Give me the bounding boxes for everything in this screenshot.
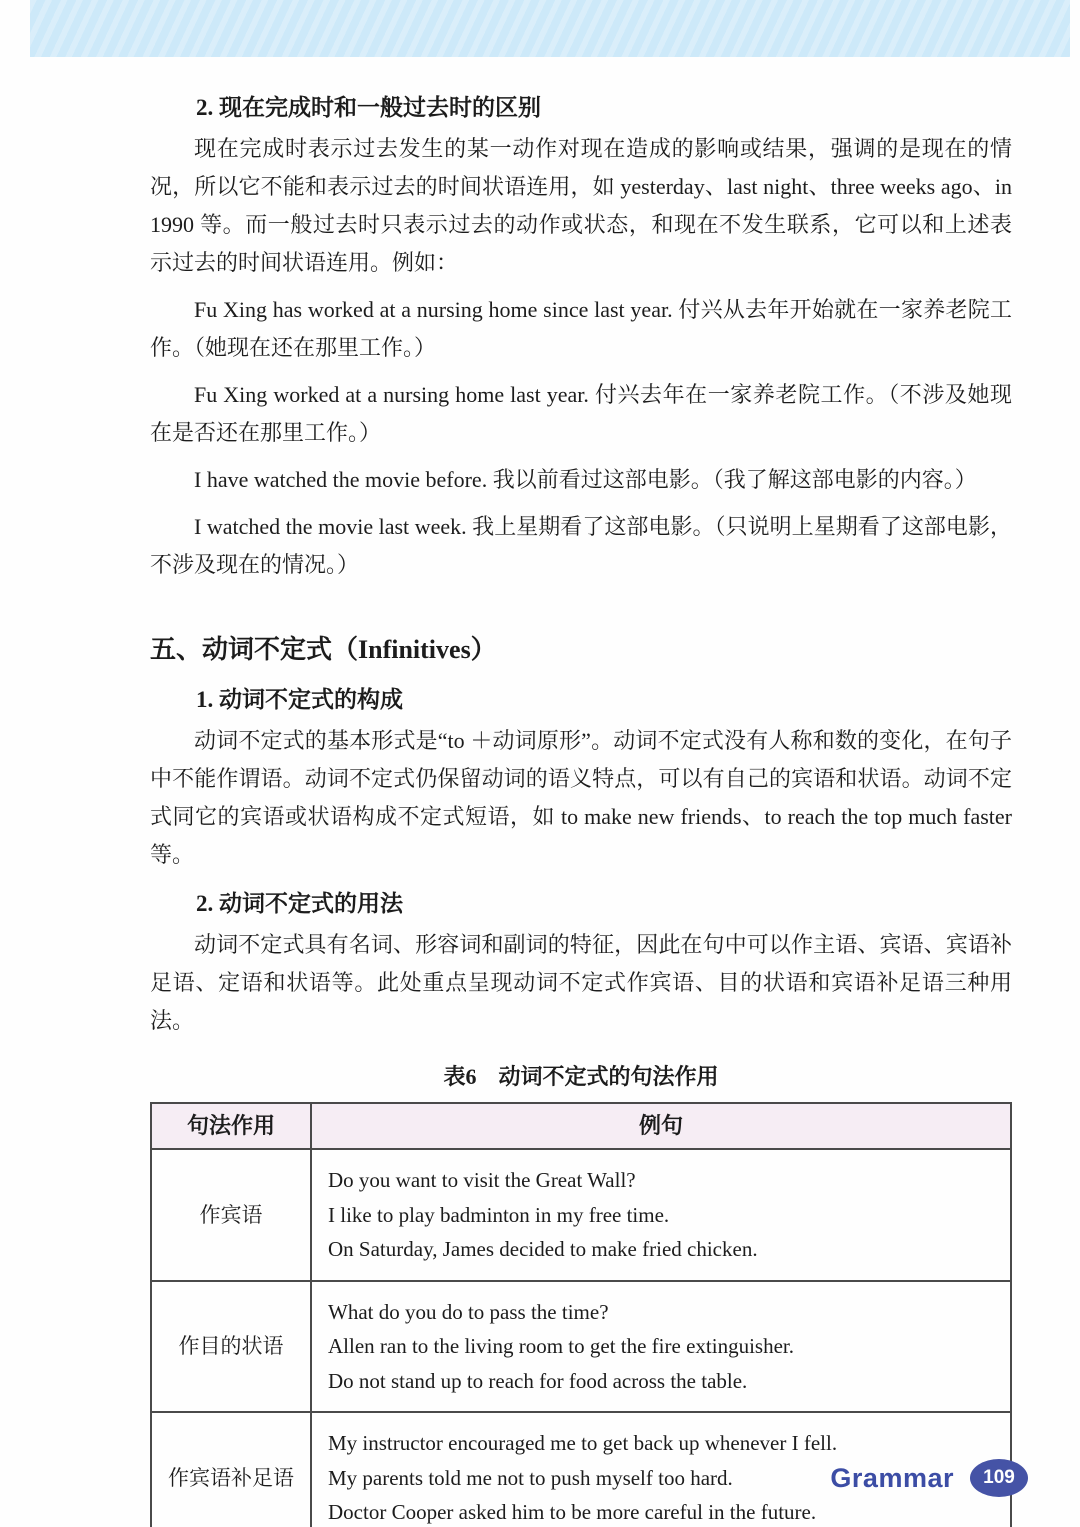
table-cell-role: 作宾语补足语 [151,1412,311,1527]
paragraph-infinitive-usage: 动词不定式具有名词、形容词和副词的特征，因此在句中可以作主语、宾语、宾语补足语、定语和状语等。此处重点呈现动词不定式作宾语、目的状语和宾语补足语三种用法。 [150,932,1012,1033]
table-cell-examples [311,1149,1011,1281]
example-line: Allen ran to the living room to get the fire extinguisher. [328,1334,794,1358]
example-sentence-2: Fu Xing worked at a nursing home last year. 付兴去年在一家养老院工作。（不涉及她现在是否还在那里工作。） [150,382,1012,445]
table-row [151,1281,1011,1413]
heading-infinitive-usage: 2. 动词不定式的用法 [196,891,403,916]
page-number-badge: 109 [970,1459,1028,1497]
page-top-decoration-band [30,0,1070,57]
heading-present-perfect-vs-past: 2. 现在完成时和一般过去时的区别 [196,95,541,120]
example-sentence-4: I watched the movie last week. 我上星期看了这部电影。（只说明上星期看了这部电影，不涉及现在的情况。） [150,514,1012,577]
page-footer [830,1459,1028,1497]
example-line: What do you do to pass the time? [328,1299,609,1324]
table-header-row [151,1103,1011,1149]
example-line: Do not stand up to reach for food across the table. [328,1368,748,1393]
table-header-role: 句法作用 [151,1103,311,1149]
table-cell-examples [311,1281,1011,1413]
heading-infinitive-form: 1. 动词不定式的构成 [196,687,403,712]
footer-section-label: Grammar [830,1462,954,1493]
table-row [151,1149,1011,1281]
paragraph-infinitive-form: 动词不定式的基本形式是“to ＋动词原形”。动词不定式没有人称和数的变化，在句子中不能作谓语。动词不定式仍保留动词的语义特点，可以有自己的宾语和状语。动词不定式同它的宾语或状语构成不定式短语，如 to make new friends、to reach the top much faster 等。 [150,728,1012,867]
page-content [150,88,1012,1527]
example-line: On Saturday, James decided to make fried chicken. [328,1237,758,1261]
paragraph-tense-difference: 现在完成时表示过去发生的某一动作对现在造成的影响或结果，强调的是现在的情况，所以它不能和表示过去的时间状语连用，如 yesterday、last night、three weeks ago、in 1990 等。而一般过去时只表示过去的动作或状态，和现在不发生联系，它可以和上述表示过去的时间状语连用。例如： [150,136,1012,275]
example-line: Doctor Cooper asked him to be more careful in the future. [328,1500,817,1524]
heading-infinitives-section: 五、动词不定式（Infinitives） [150,635,497,664]
table-caption: 表6 动词不定式的句法作用 [443,1064,719,1089]
table-cell-role: 作宾语 [151,1149,311,1281]
example-line: Do you want to visit the Great Wall? [328,1168,636,1192]
example-sentence-1: Fu Xing has worked at a nursing home since last year. 付兴从去年开始就在一家养老院工作。（她现在还在那里工作。） [150,297,1012,360]
table-cell-role: 作目的状语 [151,1281,311,1413]
example-line: I like to play badminton in my free time. [328,1202,670,1227]
table-header-example: 例句 [311,1103,1011,1149]
example-sentence-3: I have watched the movie before. 我以前看过这部电影。（我了解这部电影的内容。） [194,467,977,492]
example-line: My parents told me not to push myself too hard. [328,1465,733,1490]
example-line: My instructor encouraged me to get back up whenever I fell. [328,1431,838,1455]
